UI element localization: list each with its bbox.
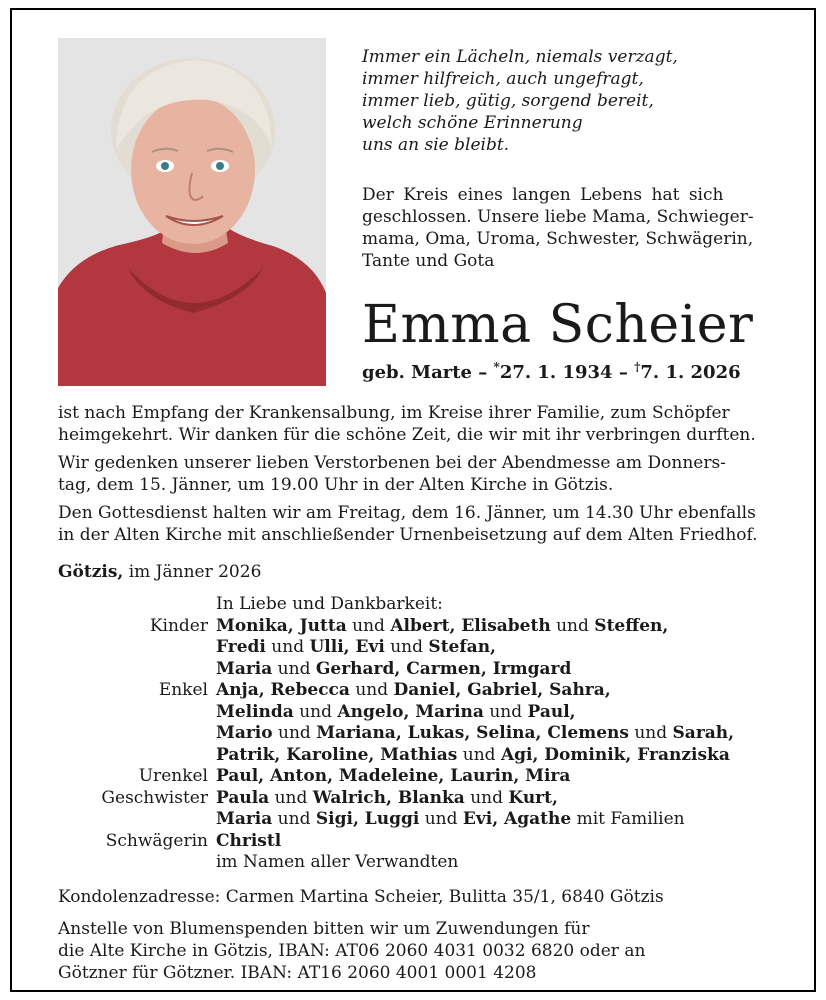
relative-name: Steffen, bbox=[594, 615, 669, 636]
memorial-poem bbox=[362, 46, 678, 156]
relative-name: Maria bbox=[216, 809, 273, 829]
intro-line: Tante und Gota bbox=[362, 251, 495, 271]
body-line: tag, dem 15. Jänner, um 19.00 Uhr in der Alten Kirche in Götzis. bbox=[58, 475, 614, 495]
relative-name: Sigi, Luggi bbox=[315, 809, 420, 829]
poem-line: uns an sie bleibt. bbox=[362, 135, 510, 155]
death-date: 7. 1. 2026 bbox=[640, 362, 741, 383]
connector-text: und bbox=[293, 701, 338, 722]
connector-text: und bbox=[550, 615, 595, 636]
relative-name: Mariana, Lukas, Selina, Clemens bbox=[316, 723, 629, 743]
donation-line: die Alte Kirche in Götzis, IBAN: AT06 2060 4031 0032 6820 oder an bbox=[58, 941, 646, 961]
relative-name: Melinda bbox=[216, 701, 294, 722]
family-names bbox=[216, 745, 730, 767]
family-opening-row bbox=[58, 594, 774, 616]
condolence-address: Kondolenzadresse: Carmen Martina Scheier, Bulitta 35/1, 6840 Götzis bbox=[58, 887, 664, 907]
connector-text: und bbox=[272, 658, 316, 679]
body-line: in der Alten Kirche mit anschließender Urnenbeisetzung auf dem Alten Friedhof. bbox=[58, 525, 758, 545]
body-line: Wir gedenken unserer lieben Verstorbenen bei der Abendmesse am Donners- bbox=[58, 453, 726, 473]
death-symbol: † bbox=[634, 360, 641, 374]
place-date bbox=[58, 562, 261, 582]
connector-text: und bbox=[265, 637, 310, 657]
family-label bbox=[58, 809, 216, 831]
connector-text: und bbox=[272, 723, 317, 743]
relative-name: Paula bbox=[216, 787, 270, 808]
relative-name: Anja, Rebecca bbox=[216, 680, 350, 700]
family-names bbox=[216, 809, 685, 831]
relative-name: Fredi bbox=[216, 637, 266, 657]
relative-name: Walrich, Blanka bbox=[312, 787, 465, 808]
connector-text: und bbox=[419, 809, 463, 829]
body-line: heimgekehrt. Wir danken für die schöne Zeit, die wir mit ihr verbringen durften. bbox=[58, 425, 756, 445]
deceased-name: Emma Scheier bbox=[362, 295, 754, 355]
connector-text: und bbox=[346, 615, 391, 636]
paragraph bbox=[58, 402, 774, 446]
connector-text: und bbox=[628, 723, 673, 743]
relative-name: Paul, bbox=[527, 701, 576, 722]
family-closing: im Namen aller Verwandten bbox=[216, 852, 459, 872]
relative-name: Daniel, Gabriel, Sahra, bbox=[393, 680, 611, 700]
family-row bbox=[58, 788, 774, 810]
birth-symbol: * bbox=[493, 360, 500, 374]
family-label bbox=[58, 594, 216, 616]
connector-text: und bbox=[464, 787, 509, 808]
intro-text bbox=[362, 184, 770, 272]
poem-line: Immer ein Lächeln, niemals verzagt, bbox=[362, 47, 678, 67]
donation-line: Anstelle von Blumenspenden bitten wir um Zuwendungen für bbox=[58, 919, 590, 939]
relative-name: Angelo, Marina bbox=[337, 701, 484, 722]
intro-line: Der Kreis eines langen Lebens hat sich bbox=[362, 185, 724, 205]
poem-line: welch schöne Erinnerung bbox=[362, 113, 583, 133]
paragraph bbox=[58, 502, 774, 546]
connector-text: und bbox=[483, 701, 528, 722]
family-names bbox=[216, 702, 576, 724]
month: im Jänner 2026 bbox=[123, 562, 262, 582]
town: Götzis, bbox=[58, 562, 124, 582]
relative-name: Albert, Elisabeth bbox=[390, 615, 551, 636]
body-line: ist nach Empfang der Krankensalbung, im Kreise ihrer Familie, zum Schöpfer bbox=[58, 403, 730, 423]
family-row bbox=[58, 680, 774, 702]
relative-name: Sarah, bbox=[672, 723, 735, 743]
relative-name: Maria bbox=[216, 658, 273, 679]
family-label bbox=[58, 852, 216, 874]
family-names bbox=[216, 723, 734, 745]
maiden-name: geb. Marte – bbox=[362, 362, 488, 383]
paragraph bbox=[58, 452, 774, 496]
family-row bbox=[58, 809, 774, 831]
relative-name: Kurt, bbox=[508, 787, 558, 808]
poem-line: immer hilfreich, auch ungefragt, bbox=[362, 69, 644, 89]
family-row bbox=[58, 831, 774, 853]
connector-text: mit Familien bbox=[571, 809, 685, 829]
birth-date: 27. 1. 1934 – bbox=[499, 362, 628, 383]
relative-name: Gerhard, Carmen, Irmgard bbox=[315, 658, 572, 679]
relative-name: Agi, Dominik, Franziska bbox=[500, 744, 730, 765]
family-label bbox=[58, 723, 216, 745]
relative-name: Christl bbox=[216, 830, 282, 851]
family-row bbox=[58, 723, 774, 745]
family-list bbox=[58, 594, 774, 874]
family-label: Schwägerin bbox=[105, 830, 208, 851]
family-row bbox=[58, 745, 774, 767]
family-names bbox=[216, 637, 496, 659]
portrait-photo bbox=[58, 38, 326, 386]
connector-text: und bbox=[349, 680, 394, 700]
family-label: Geschwister bbox=[101, 787, 208, 808]
relative-name: Patrik, Karoline, Mathias bbox=[216, 744, 458, 765]
family-label: Kinder bbox=[149, 615, 208, 636]
family-label: Enkel bbox=[158, 680, 208, 700]
announcement-body bbox=[58, 402, 774, 552]
family-row bbox=[58, 702, 774, 724]
intro-line: mama, Oma, Uroma, Schwester, Schwägerin, bbox=[362, 229, 754, 249]
connector-text: und bbox=[384, 637, 429, 657]
connector-text: und bbox=[269, 787, 313, 808]
relative-name: Ulli, Evi bbox=[309, 637, 385, 657]
connector-text: und bbox=[457, 744, 501, 765]
family-label: Urenkel bbox=[138, 766, 208, 786]
family-names bbox=[216, 680, 611, 702]
donation-line: Götzner für Götzner. IBAN: AT16 2060 4001 0001 4208 bbox=[58, 963, 537, 983]
family-names bbox=[216, 616, 668, 638]
family-row bbox=[58, 659, 774, 681]
life-dates bbox=[362, 360, 741, 383]
family-label bbox=[58, 659, 216, 681]
family-opening: In Liebe und Dankbarkeit: bbox=[216, 594, 443, 614]
relative-name: Paul, Anton, Madeleine, Laurin, Mira bbox=[216, 766, 571, 786]
family-names bbox=[216, 766, 570, 788]
family-names bbox=[216, 659, 571, 681]
family-closing-row bbox=[58, 852, 774, 874]
relative-name: Mario bbox=[216, 723, 273, 743]
family-row bbox=[58, 616, 774, 638]
family-label bbox=[58, 637, 216, 659]
footer-info bbox=[58, 886, 774, 984]
intro-line: geschlossen. Unsere liebe Mama, Schwieger- bbox=[362, 207, 754, 227]
family-names bbox=[216, 788, 558, 810]
family-rows bbox=[58, 616, 774, 853]
family-row bbox=[58, 766, 774, 788]
relative-name: Evi, Agathe bbox=[462, 809, 572, 829]
body-line: Den Gottesdienst halten wir am Freitag, dem 16. Jänner, um 14.30 Uhr ebenfalls bbox=[58, 503, 756, 523]
relative-name: Stefan, bbox=[428, 637, 496, 657]
poem-line: immer lieb, gütig, sorgend bereit, bbox=[362, 91, 654, 111]
relative-name: Monika, Jutta bbox=[216, 615, 347, 636]
connector-text: und bbox=[272, 809, 316, 829]
family-names bbox=[216, 831, 281, 853]
family-label bbox=[58, 745, 216, 767]
family-label bbox=[58, 702, 216, 724]
family-row bbox=[58, 637, 774, 659]
